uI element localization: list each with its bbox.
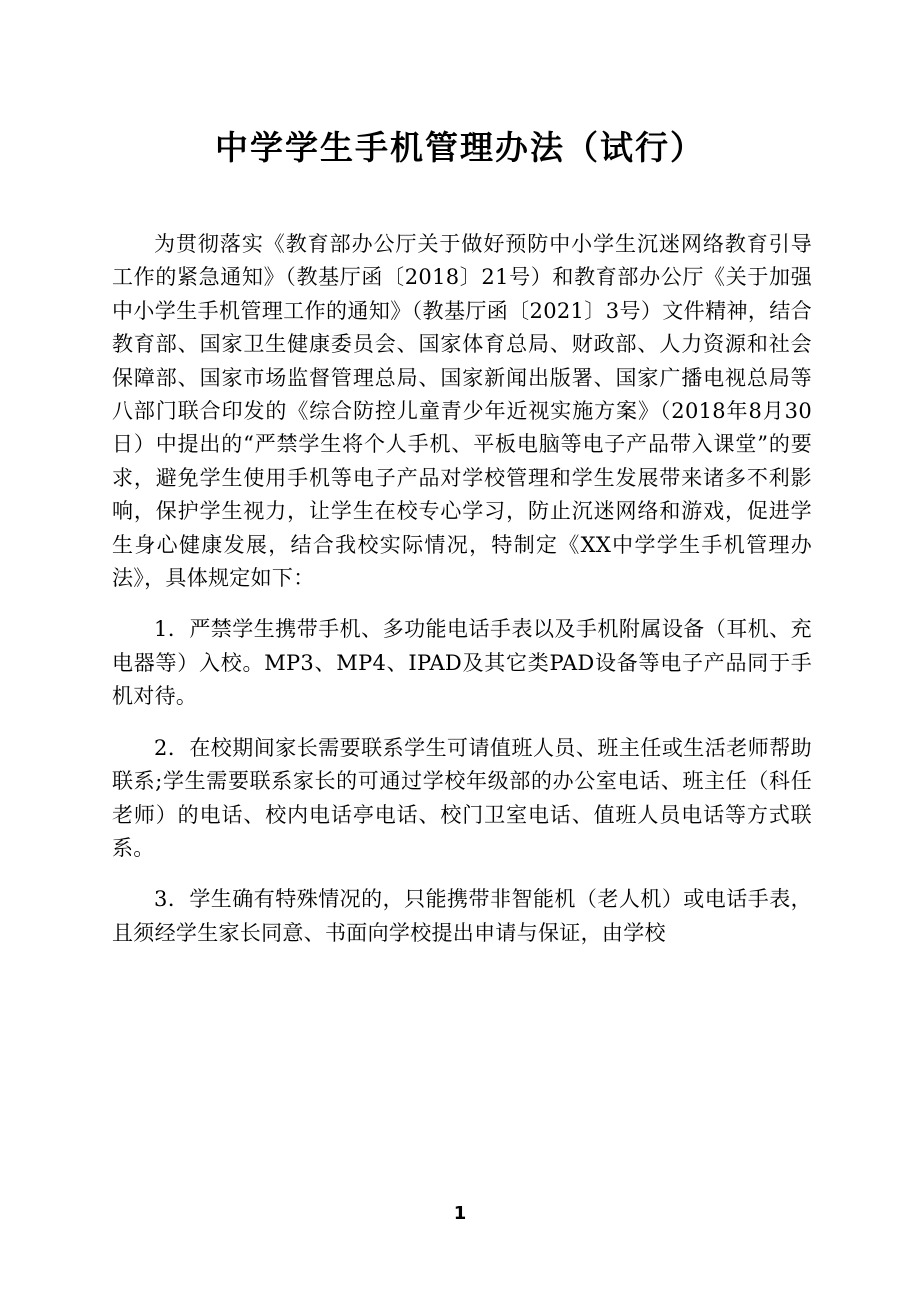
paragraph-rule-3: 3．学生确有特殊情况的，只能携带非智能机（老人机）或电话手表，且须经学生家长同意、书面向学校提出申请与保证，由学校 — [112, 887, 812, 945]
paragraph-rule-1: 1．严禁学生携带手机、多功能电话手表以及手机附属设备（耳机、充电器等）入校。MP3、MP4、IPAD及其它类PAD设备等电子产品同于手机对待。 — [112, 617, 812, 709]
document-body — [112, 228, 812, 950]
paragraph-rule-2: 2．在校期间家长需要联系学生可请值班人员、班主任或生活老师帮助联系;学生需要联系家长的可通过学校年级部的办公室电话、班主任（科任老师）的电话、校内电话亭电话、校门卫室电话、值班人员电话等方式联系。 — [112, 735, 812, 860]
page-number: 1 — [453, 1203, 467, 1224]
document-title: 中学学生手机管理办法（试行） — [215, 128, 705, 167]
paragraph-intro: 为贯彻落实《教育部办公厅关于做好预防中小学生沉迷网络教育引导工作的紧急通知》（教基厅函〔2018〕21号）和教育部办公厅《关于加强中小学生手机管理工作的通知》（教基厅函〔2021〕3号）文件精神，结合教育部、国家卫生健康委员会、国家体育总局、财政部、人力资源和社会保障部、国家市场监督管理总局、国家新闻出版署、国家广播电视总局等八部门联合印发的《综合防控儿童青少年近视实施方案》（2018年8月30日）中提出的“严禁学生将个人手机、平板电脑等电子产品带入课堂”的要求，避免学生使用手机等电子产品对学校管理和学生发展带来诸多不利影响，保护学生视力，让学生在校专心学习，防止沉迷网络和游戏，促进学生身心健康发展，结合我校实际情况，特制定《XX中学学生手机管理办法》，具体规定如下： — [112, 232, 812, 591]
